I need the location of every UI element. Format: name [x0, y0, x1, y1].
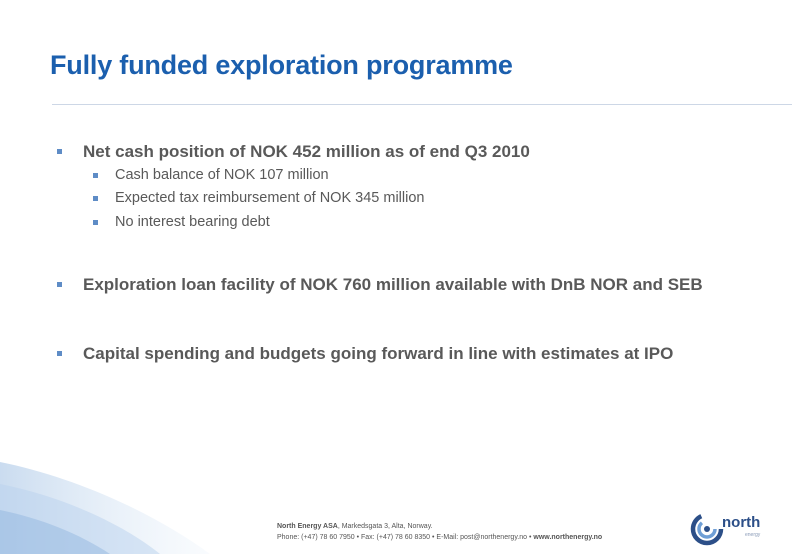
bullet-text: Net cash position of NOK 452 million as of end Q3 2010 [83, 142, 530, 161]
footer-address: , Markedsgata 3, Alta, Norway. [337, 523, 433, 530]
bullet-text: Capital spending and budgets going forward in line with estimates at IPO [83, 344, 674, 363]
sub-bullet-marker [93, 220, 98, 225]
logo-wordmark: north [722, 514, 761, 531]
sub-bullet-text: Cash balance of NOK 107 million [115, 167, 329, 183]
footer-company: North Energy ASA [277, 523, 338, 530]
bullet-net-cash [83, 142, 530, 162]
logo-subtitle: energy [745, 532, 761, 538]
footer-phone-fax-email: Phone: (+47) 78 60 7950 • Fax: (+47) 78 60 8350 • E-Mail: post@northenergy.no • [277, 534, 534, 541]
sub-bullet-marker [93, 196, 98, 201]
slide-title: Fully funded exploration programme [50, 50, 513, 80]
sub-bullet-text: Expected tax reimbursement of NOK 345 million [115, 190, 425, 206]
title-divider [52, 104, 792, 105]
bullet-capital-spending [83, 344, 673, 364]
bullet-marker [57, 351, 62, 356]
footer-contact [277, 521, 602, 543]
bullet-marker [57, 149, 62, 154]
sub-bullet-no-debt [115, 214, 270, 230]
sub-bullet-marker [93, 173, 98, 178]
footer-address-line [277, 521, 602, 532]
sub-bullet-text: No interest bearing debt [115, 214, 270, 230]
footer-contact-line [277, 532, 602, 543]
bullet-marker [57, 282, 62, 287]
bullet-loan-facility [83, 275, 703, 295]
sub-bullet-tax-reimbursement [115, 190, 424, 206]
footer-website: www.northenergy.no [533, 534, 603, 541]
decorative-wave-graphic [0, 440, 280, 554]
sub-bullet-cash-balance [115, 167, 329, 183]
bullet-text: Exploration loan facility of NOK 760 million available with DnB NOR and SEB [83, 275, 703, 294]
